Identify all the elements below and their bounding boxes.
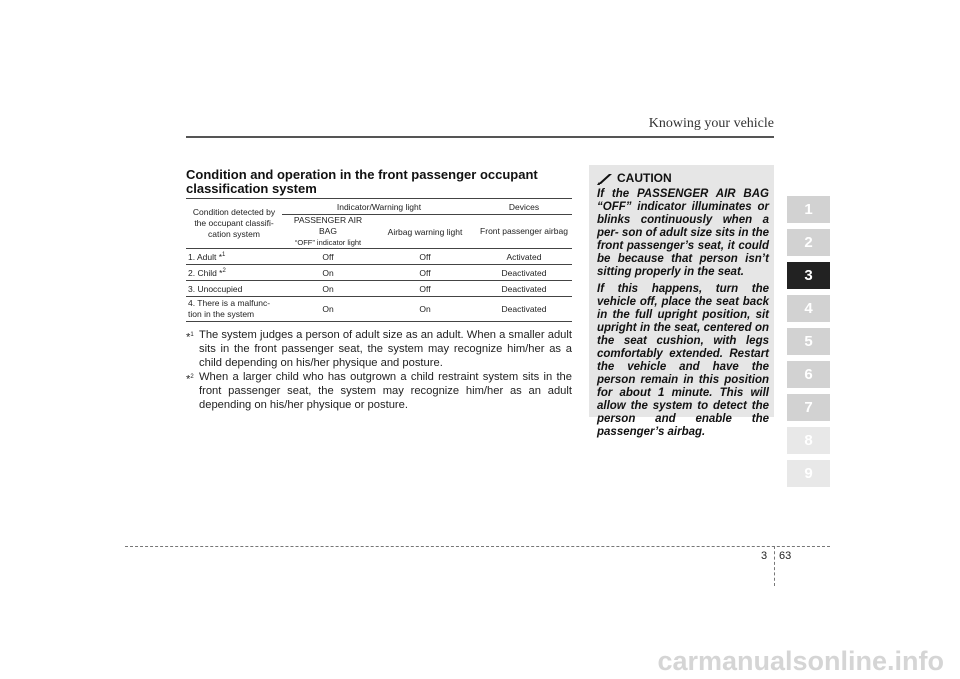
footnote-text: When a larger child who has outgrown a child restraint system sits in the front passenger seat, the system may recognize him/her as an adult depending on his/her physique or posture. (199, 371, 572, 411)
section-title: Condition and operation in the front passenger occupant classification system (186, 167, 538, 196)
table-row (186, 281, 572, 297)
airbag-warning-header: Airbag warning light (374, 215, 476, 249)
row-condition: 4. There is a malfunc- tion in the system (186, 297, 282, 322)
footnote-1 (186, 328, 572, 370)
header-divider (186, 136, 774, 138)
row-warning-light: On (374, 297, 476, 322)
chapter-tab-1[interactable]: 1 (787, 196, 830, 223)
table-row (186, 265, 572, 281)
front-passenger-airbag-header: Front passenger airbag (476, 215, 572, 249)
footer-page-number: 63 (779, 550, 792, 562)
row-off-indicator: Off (282, 249, 374, 265)
devices-header: Devices (476, 199, 572, 215)
passenger-airbag-label: PASSENGER AIR BAG (293, 215, 363, 236)
chapter-tab-3[interactable]: 3 (787, 262, 830, 289)
condition-header: Condition detected by the occupant classifi- cation system (186, 199, 282, 249)
row-condition: 2. Child *$^2$ (186, 265, 282, 281)
footer-divider (125, 546, 830, 547)
table-header-row (186, 199, 572, 215)
row-device: Activated (476, 249, 572, 265)
off-indicator-label: “OFF” indicator light (294, 238, 362, 247)
footnote-mark: *$^1$ (186, 331, 194, 344)
classification-table (186, 198, 572, 322)
caution-body (597, 188, 769, 443)
pencil-warning-icon (597, 173, 613, 185)
footnote-mark: *$^2$ (186, 373, 194, 386)
table-row (186, 249, 572, 265)
caution-paragraph-1: If the PASSENGER AIR BAG “OFF” indicator illuminates or blinks continuously when a per- son of adult size sits in the front passenger’s seat, it could be because that person isn’t sitting properly in the seat. (597, 188, 769, 278)
row-warning-light: Off (374, 265, 476, 281)
row-off-indicator: On (282, 265, 374, 281)
row-off-indicator: On (282, 281, 374, 297)
row-warning-light: Off (374, 281, 476, 297)
chapter-tab-5[interactable]: 5 (787, 328, 830, 355)
row-device: Deactivated (476, 281, 572, 297)
row-off-indicator: On (282, 297, 374, 322)
table-row (186, 297, 572, 322)
caution-paragraph-2: If this happens, turn the vehicle off, place the seat back in the full upright position, sit upright in the seat, centered on the seat cushion, with legs comfortably extended. Restart the vehicle and have the person remain in this position for about 1 minute. This will allow the system to detect the person and enable the passenger’s airbag. (597, 283, 769, 438)
off-indicator-header (282, 215, 374, 249)
footer-separator (774, 546, 775, 586)
row-warning-light: Off (374, 249, 476, 265)
chapter-tab-2[interactable]: 2 (787, 229, 830, 256)
footer-chapter-number: 3 (761, 550, 768, 562)
indicator-group-header: Indicator/Warning light (282, 199, 476, 215)
row-device: Deactivated (476, 297, 572, 322)
footnote-2 (186, 370, 572, 412)
row-condition: 3. Unoccupied (186, 281, 282, 297)
watermark: carmanualsonline.info (657, 646, 944, 676)
row-condition: 1. Adult *$^1$ (186, 249, 282, 265)
chapter-tab-6[interactable]: 6 (787, 361, 830, 388)
chapter-tab-9[interactable]: 9 (787, 460, 830, 487)
row-device: Deactivated (476, 265, 572, 281)
caution-title: CAUTION (617, 171, 672, 185)
caution-heading (597, 171, 672, 185)
chapter-tab-7[interactable]: 7 (787, 394, 830, 421)
footnote-text: The system judges a person of adult size as an adult. When a smaller adult sits in the front passenger seat, the system may recognize him/her as a child depending on his/her physique and posture. (199, 329, 572, 369)
chapter-tab-8[interactable]: 8 (787, 427, 830, 454)
chapter-tab-4[interactable]: 4 (787, 295, 830, 322)
page-header-title: Knowing your vehicle (648, 116, 774, 131)
